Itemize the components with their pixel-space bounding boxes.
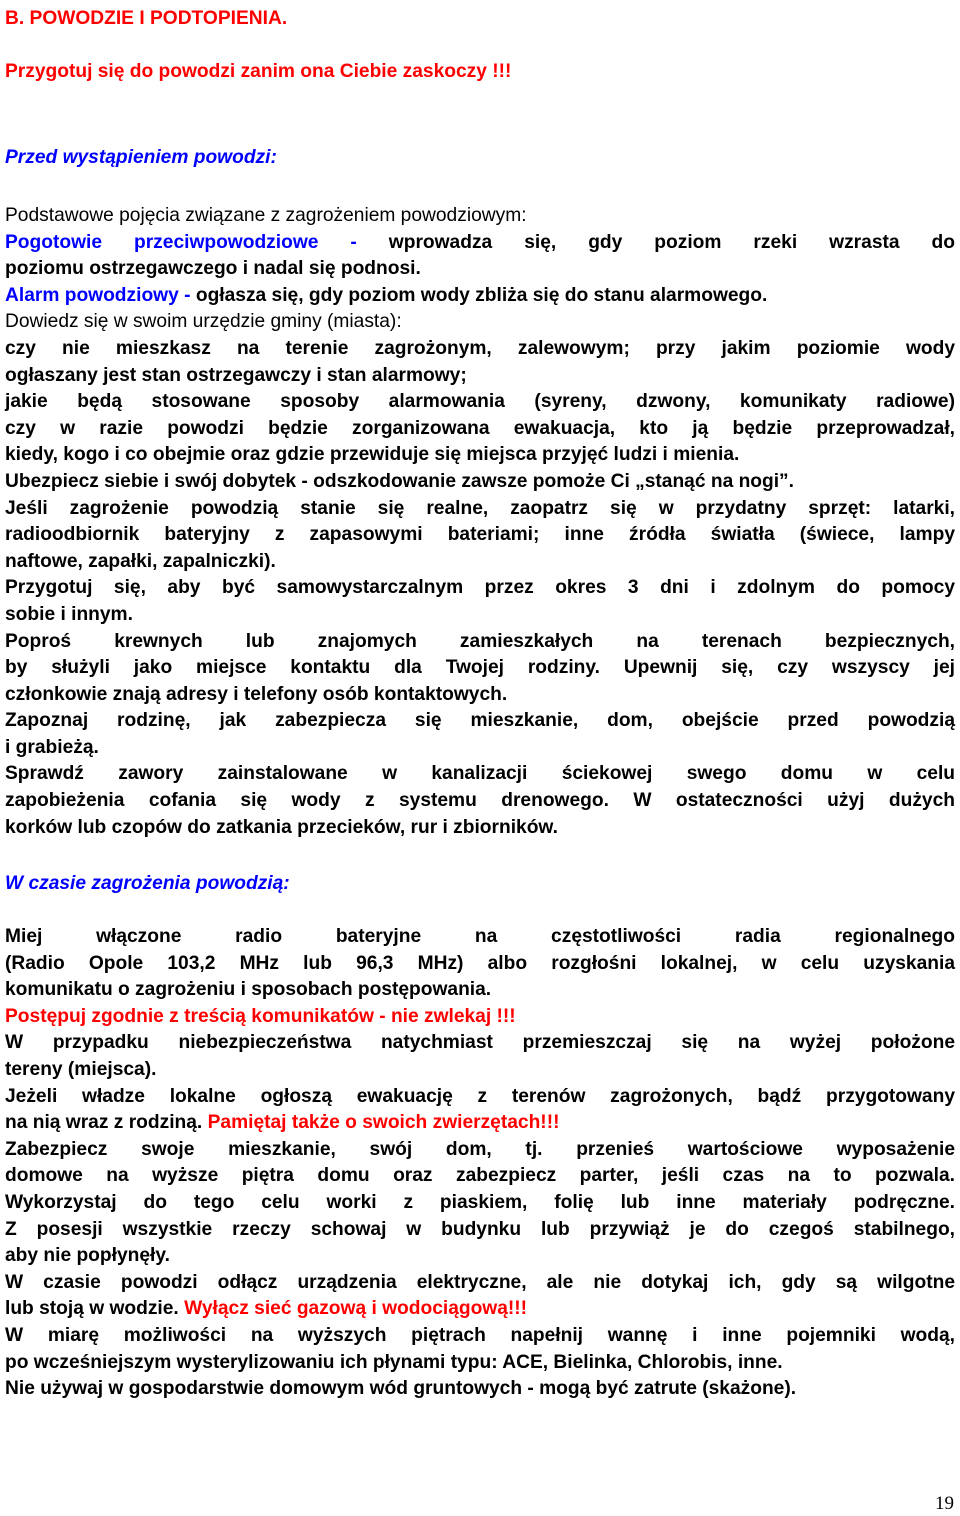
section-before-flood bbox=[5, 203, 955, 841]
p-miej-l3: komunikatu o zagrożeniu i sposobach postępowania. bbox=[5, 979, 492, 1001]
section-during-flood bbox=[5, 924, 955, 1403]
p-sprawdz-l2: zapobieżenia cofania się wody z systemu drenowego. W ostateczności użyj dużych bbox=[5, 790, 955, 812]
term1-text: wprowadza się, gdy poziom rzeki wzrasta do bbox=[388, 231, 955, 253]
p-jezeli-l2a: na nią wraz z rodziną. bbox=[5, 1112, 203, 1134]
p-ewak-l1: czy w razie powodzi będzie zorganizowana ewakuacja, kto ją będzie przeprowadzał, bbox=[5, 417, 955, 439]
p-miej-l2: (Radio Opole 103,2 MHz lub 96,3 MHz) albo rozgłośni lokalnej, w celu uzyskania bbox=[5, 952, 955, 974]
term1-label: Pogotowie przeciwpowodziowe - bbox=[5, 231, 357, 253]
p-jesli-l1: Jeśli zagrożenie powodzią stanie się realne, zaopatrz się w przydatny sprzęt: latarki, bbox=[5, 497, 955, 519]
section-title: B. POWODZIE I PODTOPIENIA. bbox=[5, 8, 288, 29]
p-odlacz-l2 bbox=[5, 1296, 955, 1323]
heading-before-flood: Przed wystąpieniem powodzi: bbox=[5, 147, 277, 168]
p-czy-l2: ogłaszany jest stan ostrzegawczy i stan alarmowy; bbox=[5, 364, 467, 386]
p-jezeli-l1: Jeżeli władze lokalne ogłoszą ewakuację z terenów zagrożonych, bądź przygotowany bbox=[5, 1085, 955, 1107]
p-odlacz-l1: W czasie powodzi odłącz urządzenia elektryczne, ale nie dotykaj ich, gdy są wilgotne bbox=[5, 1271, 955, 1293]
p-jakie: jakie będą stosowane sposoby alarmowania (syreny, dzwony, komunikaty radiowe) bbox=[5, 391, 955, 413]
p-zapoznaj-l1: Zapoznaj rodzinę, jak zabezpiecza się mieszkanie, dom, obejście przed powodzią bbox=[5, 710, 955, 732]
p-zabezp-l2: domowe na wyższe piętra domu oraz zabezpiecz parter, jeśli czas na to pozwala. bbox=[5, 1165, 955, 1187]
p-jezeli-l2 bbox=[5, 1110, 955, 1137]
p-przyg-l1: Przygotuj się, aby być samowystarczalnym przez okres 3 dni i zdolnym do pomocy bbox=[5, 577, 955, 599]
p-sprawdz-l1: Sprawdź zawory zainstalowane w kanalizacji ściekowej swego domu w celu bbox=[5, 763, 955, 785]
term2-line bbox=[5, 283, 955, 310]
p-popros-l3: członkowie znają adresy i telefony osób kontaktowych. bbox=[5, 683, 508, 705]
p-miej-l1: Miej włączone radio bateryjne na częstotliwości radia regionalnego bbox=[5, 926, 955, 947]
p-popros-l1: Poproś krewnych lub znajomych zamieszkałych na terenach bezpiecznych, bbox=[5, 630, 955, 652]
p-postepuj: Postępuj zgodnie z treścią komunikatów - nie zwlekaj !!! bbox=[5, 1005, 516, 1027]
term2-label: Alarm powodziowy - bbox=[5, 284, 191, 306]
heading-during-flood: W czasie zagrożenia powodzią: bbox=[5, 873, 290, 894]
p-ubezp: Ubezpiecz siebie i swój dobytek - odszkodowanie zawsze pomoże Ci „stanąć na nogi”. bbox=[5, 470, 794, 492]
p-jezeli-l2b: Pamiętaj także o swoich zwierzętach!!! bbox=[207, 1112, 560, 1134]
p-odlacz-l2b: Wyłącz sieć gazową i wodociągową!!! bbox=[184, 1298, 528, 1320]
p-jesli-l3: naftowe, zapałki, zapalniczki). bbox=[5, 550, 276, 572]
p-wannie-l1: W miarę możliwości na wyższych piętrach napełnij wannę i inne pojemniki wodą, bbox=[5, 1324, 955, 1346]
term1-line1 bbox=[5, 230, 955, 257]
term1-line2: poziomu ostrzegawczego i nadal się podnosi. bbox=[5, 258, 421, 280]
p-zabezp-l4: Z posesji wszystkie rzeczy schowaj w budynku lub przywiąż je do czegoś stabilnego, bbox=[5, 1218, 955, 1240]
p-zapoznaj-l2: i grabieżą. bbox=[5, 736, 99, 758]
page-number: 19 bbox=[935, 1493, 954, 1514]
p-wannie-l2: po wcześniejszym wysterylizowaniu ich płynami typu: ACE, Bielinka, Chlorobis, inne. bbox=[5, 1351, 783, 1373]
term2-text: ogłasza się, gdy poziom wody zbliża się do stanu alarmowego. bbox=[195, 284, 768, 306]
p-zabezp-l3: Wykorzystaj do tego celu worki z piaskiem, folię lub inne materiały podręczne. bbox=[5, 1191, 955, 1213]
p-odlacz-l2a: lub stoją w wodzie. bbox=[5, 1298, 179, 1320]
p-wprzyp-l2: tereny (miejsca). bbox=[5, 1058, 157, 1080]
p-zabezp-l5: aby nie popłynęły. bbox=[5, 1245, 170, 1267]
p-ewak-l2: kiedy, kogo i co obejmie oraz gdzie przewiduje się miejsca przyjęć ludzi i mienia. bbox=[5, 444, 740, 466]
p-sprawdz-l3: korków lub czopów do zatkania przecieków, rur i zbiorników. bbox=[5, 816, 558, 838]
p-przyg-l2: sobie i innym. bbox=[5, 603, 133, 625]
p-nieuzywaj: Nie używaj w gospodarstwie domowym wód gruntowych - mogą być zatrute (skażone). bbox=[5, 1378, 797, 1400]
p-zabezp-l1: Zabezpiecz swoje mieszkanie, swój dom, tj. przenieś wartościowe wyposażenie bbox=[5, 1138, 955, 1160]
p-popros-l2: by służyli jako miejsce kontaktu dla Twojej rodziny. Upewnij się, czy wszyscy jej bbox=[5, 657, 955, 679]
p-jesli-l2: radioodbiornik bateryjny z zapasowymi bateriami; inne źródła światła (świece, lampy bbox=[5, 524, 955, 546]
subtitle: Przygotuj się do powodzi zanim ona Ciebie zaskoczy !!! bbox=[5, 61, 512, 82]
p-czy-l1: czy nie mieszkasz na terenie zagrożonym, zalewowym; przy jakim poziomie wody bbox=[5, 337, 955, 359]
p-wprzyp-l1: W przypadku niebezpieczeństwa natychmiast przemieszczaj się na wyżej położone bbox=[5, 1032, 955, 1054]
intro-line: Podstawowe pojęcia związane z zagrożeniem powodziowym: bbox=[5, 205, 527, 226]
dowiedz-line: Dowiedz się w swoim urzędzie gminy (miasta): bbox=[5, 311, 402, 333]
